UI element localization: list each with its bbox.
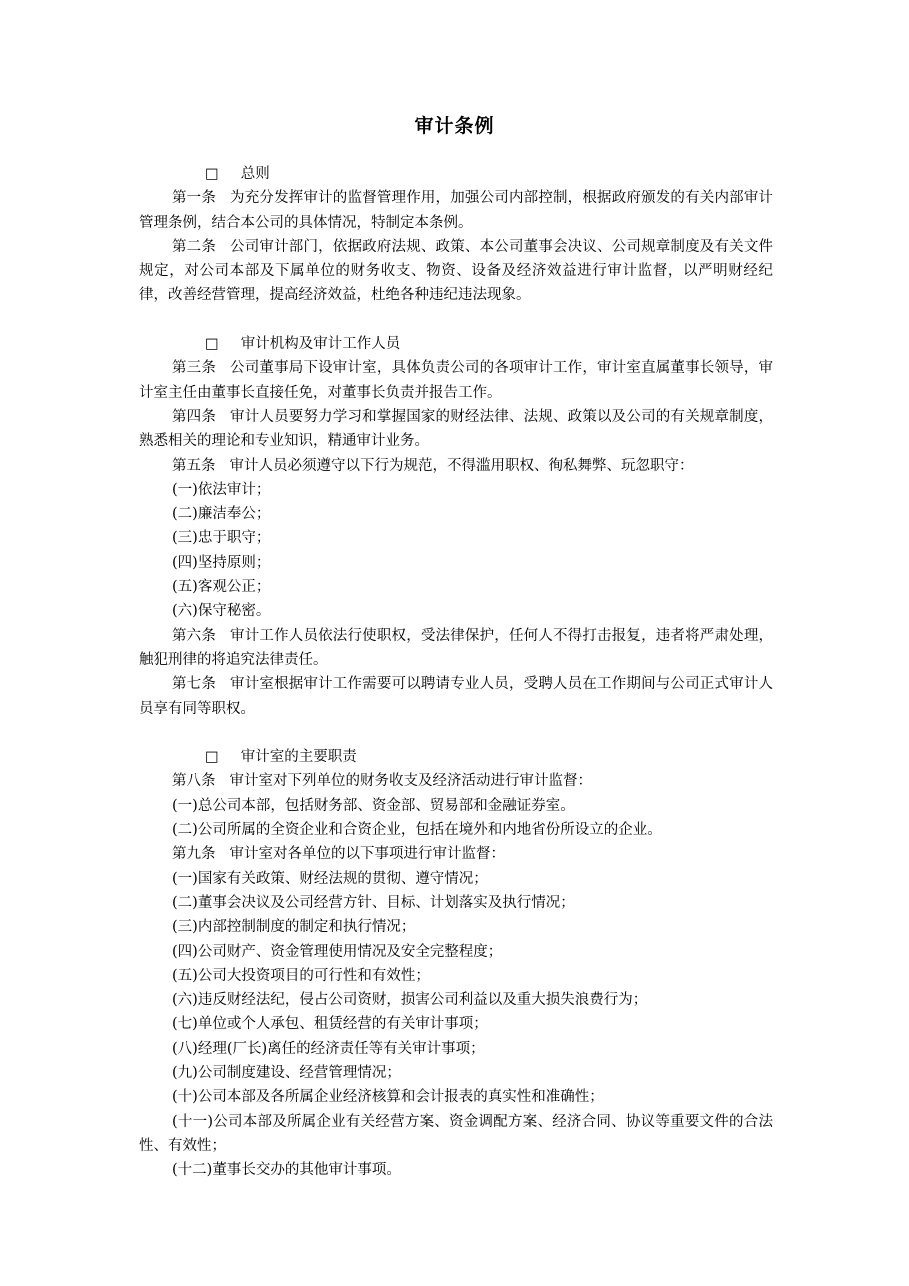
document-body bbox=[139, 162, 773, 1182]
section-heading-text: 总则 bbox=[240, 166, 270, 182]
paragraph-text: 审计室根据审计工作需要可以聘请专业人员，受聘人员在工作期间与公司正式审计人员享有同等职权。 bbox=[139, 676, 774, 717]
list-item bbox=[139, 575, 773, 599]
paragraph-text: (八)经理(厂长)离任的经济责任等有关审计事项； bbox=[172, 1040, 485, 1057]
paragraph-text: (十二)董事长交办的其他审计事项。 bbox=[172, 1162, 401, 1179]
checkbox-icon: □ bbox=[205, 749, 219, 766]
article-label: 第一条 bbox=[172, 190, 217, 207]
article-paragraph bbox=[139, 454, 773, 478]
paragraph-text: (七)单位或个人承包、租赁经营的有关审计事项； bbox=[172, 1016, 488, 1033]
paragraph-text: (六)保守秘密。 bbox=[172, 603, 271, 620]
list-item bbox=[139, 964, 773, 988]
article-label: 第四条 bbox=[172, 408, 217, 425]
document-title: 审计条例 bbox=[414, 115, 495, 137]
list-item bbox=[139, 988, 773, 1012]
article-paragraph bbox=[139, 842, 773, 866]
section-gap bbox=[139, 721, 773, 745]
paragraph-text: (二)董事会决议及公司经营方针、目标、计划落实及执行情况； bbox=[172, 894, 575, 911]
paragraph-text: (三)忠于职守； bbox=[172, 530, 271, 547]
article-paragraph bbox=[139, 672, 773, 721]
paragraph-text: (六)违反财经法纪，侵占公司资财，损害公司利益以及重大损失浪费行为； bbox=[172, 992, 648, 1009]
section-heading bbox=[139, 162, 773, 186]
article-label: 第五条 bbox=[172, 457, 216, 474]
section-heading bbox=[139, 745, 773, 769]
list-item bbox=[139, 1037, 773, 1061]
article-label: 第七条 bbox=[172, 676, 217, 693]
paragraph-text: (二)公司所属的全资企业和合资企业，包括在境外和内地省份所设立的企业。 bbox=[172, 822, 662, 839]
paragraph-text: 公司审计部门，依据政府法规、政策、本公司董事会决议、公司规章制度及有关文件规定，对公司本部及下属单位的财务收支、物资、设备及经济效益进行审计监督，以严明财经纪律，改善经营管理，提高经济效益，杜绝各种违纪违法现象。 bbox=[139, 238, 774, 304]
paragraph-text: 审计工作人员依法行使职权，受法律保护，任何人不得打击报复，违者将严肃处理，触犯刑律的将追究法律责任。 bbox=[139, 627, 774, 668]
section-heading-text: 审计机构及审计工作人员 bbox=[240, 336, 401, 353]
paragraph-text: (五)客观公正； bbox=[172, 579, 271, 596]
list-item bbox=[139, 818, 773, 842]
paragraph-text: (四)公司财产、资金管理使用情况及安全完整程度； bbox=[172, 943, 503, 960]
article-label: 第二条 bbox=[172, 238, 217, 255]
list-item bbox=[139, 1158, 773, 1182]
checkbox-icon: □ bbox=[205, 166, 219, 182]
paragraph-text: (二)廉洁奉公； bbox=[172, 506, 271, 523]
paragraph-text: 审计人员要努力学习和掌握国家的财经法律、法规、政策以及公司的有关规章制度，熟悉相关的理论和专业知识，精通审计业务。 bbox=[139, 408, 774, 450]
article-paragraph bbox=[139, 356, 773, 405]
paragraph-text: (一)总公司本部，包括财务部、资金部、贸易部和金融证券室。 bbox=[172, 797, 575, 814]
list-item bbox=[139, 1061, 773, 1085]
paragraph-text: (十)公司本部及各所属企业经济核算和会计报表的真实性和准确性； bbox=[172, 1089, 604, 1106]
list-item bbox=[139, 1085, 773, 1109]
checkbox-icon: □ bbox=[205, 336, 219, 353]
article-paragraph bbox=[139, 186, 773, 235]
paragraph-text: 公司董事局下设审计室，具体负责公司的各项审计工作，审计室直属董事长领导，审计室主任由董事长直接任免，对董事长负责并报告工作。 bbox=[139, 360, 774, 401]
paragraph-text: (五)公司大投资项目的可行性和有效性； bbox=[172, 967, 430, 984]
list-item bbox=[139, 940, 773, 964]
list-item bbox=[139, 1110, 773, 1159]
list-item bbox=[139, 599, 773, 623]
list-item bbox=[139, 502, 773, 526]
section-heading bbox=[139, 332, 773, 356]
article-label: 第三条 bbox=[172, 360, 217, 377]
list-item bbox=[139, 526, 773, 550]
article-paragraph bbox=[139, 405, 773, 454]
article-label: 第六条 bbox=[172, 627, 217, 644]
paragraph-text: (四)坚持原则； bbox=[172, 554, 271, 571]
section-gap bbox=[139, 308, 773, 332]
article-paragraph bbox=[139, 624, 773, 673]
paragraph-text: (九)公司制度建设、经营管理情况； bbox=[172, 1064, 401, 1081]
article-label: 第九条 bbox=[172, 846, 216, 863]
paragraph-text: 审计室对下列单位的财务收支及经济活动进行审计监督： bbox=[229, 773, 592, 790]
article-paragraph bbox=[139, 235, 773, 308]
article-paragraph bbox=[139, 769, 773, 793]
paragraph-text: 审计室对各单位的以下事项进行审计监督： bbox=[229, 846, 505, 863]
paragraph-text: 审计人员必须遵守以下行为规范，不得滥用职权、徇私舞弊、玩忽职守： bbox=[229, 457, 694, 474]
list-item bbox=[139, 478, 773, 502]
list-item bbox=[139, 551, 773, 575]
paragraph-text: (三)内部控制制度的制定和执行情况； bbox=[172, 919, 416, 936]
list-item bbox=[139, 915, 773, 939]
list-item bbox=[139, 867, 773, 891]
list-item bbox=[139, 1012, 773, 1036]
article-label: 第八条 bbox=[172, 773, 216, 790]
paragraph-text: (一)国家有关政策、财经法规的贯彻、遵守情况； bbox=[172, 870, 488, 887]
section-heading-text: 审计室的主要职责 bbox=[240, 749, 357, 766]
paragraph-text: (十一)公司本部及所属企业有关经营方案、资金调配方案、经济合同、协议等重要文件的合法性、有效性； bbox=[139, 1113, 773, 1154]
paragraph-text: (一)依法审计； bbox=[172, 481, 271, 498]
paragraph-text: 为充分发挥审计的监督管理作用，加强公司内部控制，根据政府颁发的有关内部审计管理条例，结合本公司的具体情况，特制定本条例。 bbox=[139, 190, 774, 231]
list-item bbox=[139, 794, 773, 818]
list-item bbox=[139, 891, 773, 915]
